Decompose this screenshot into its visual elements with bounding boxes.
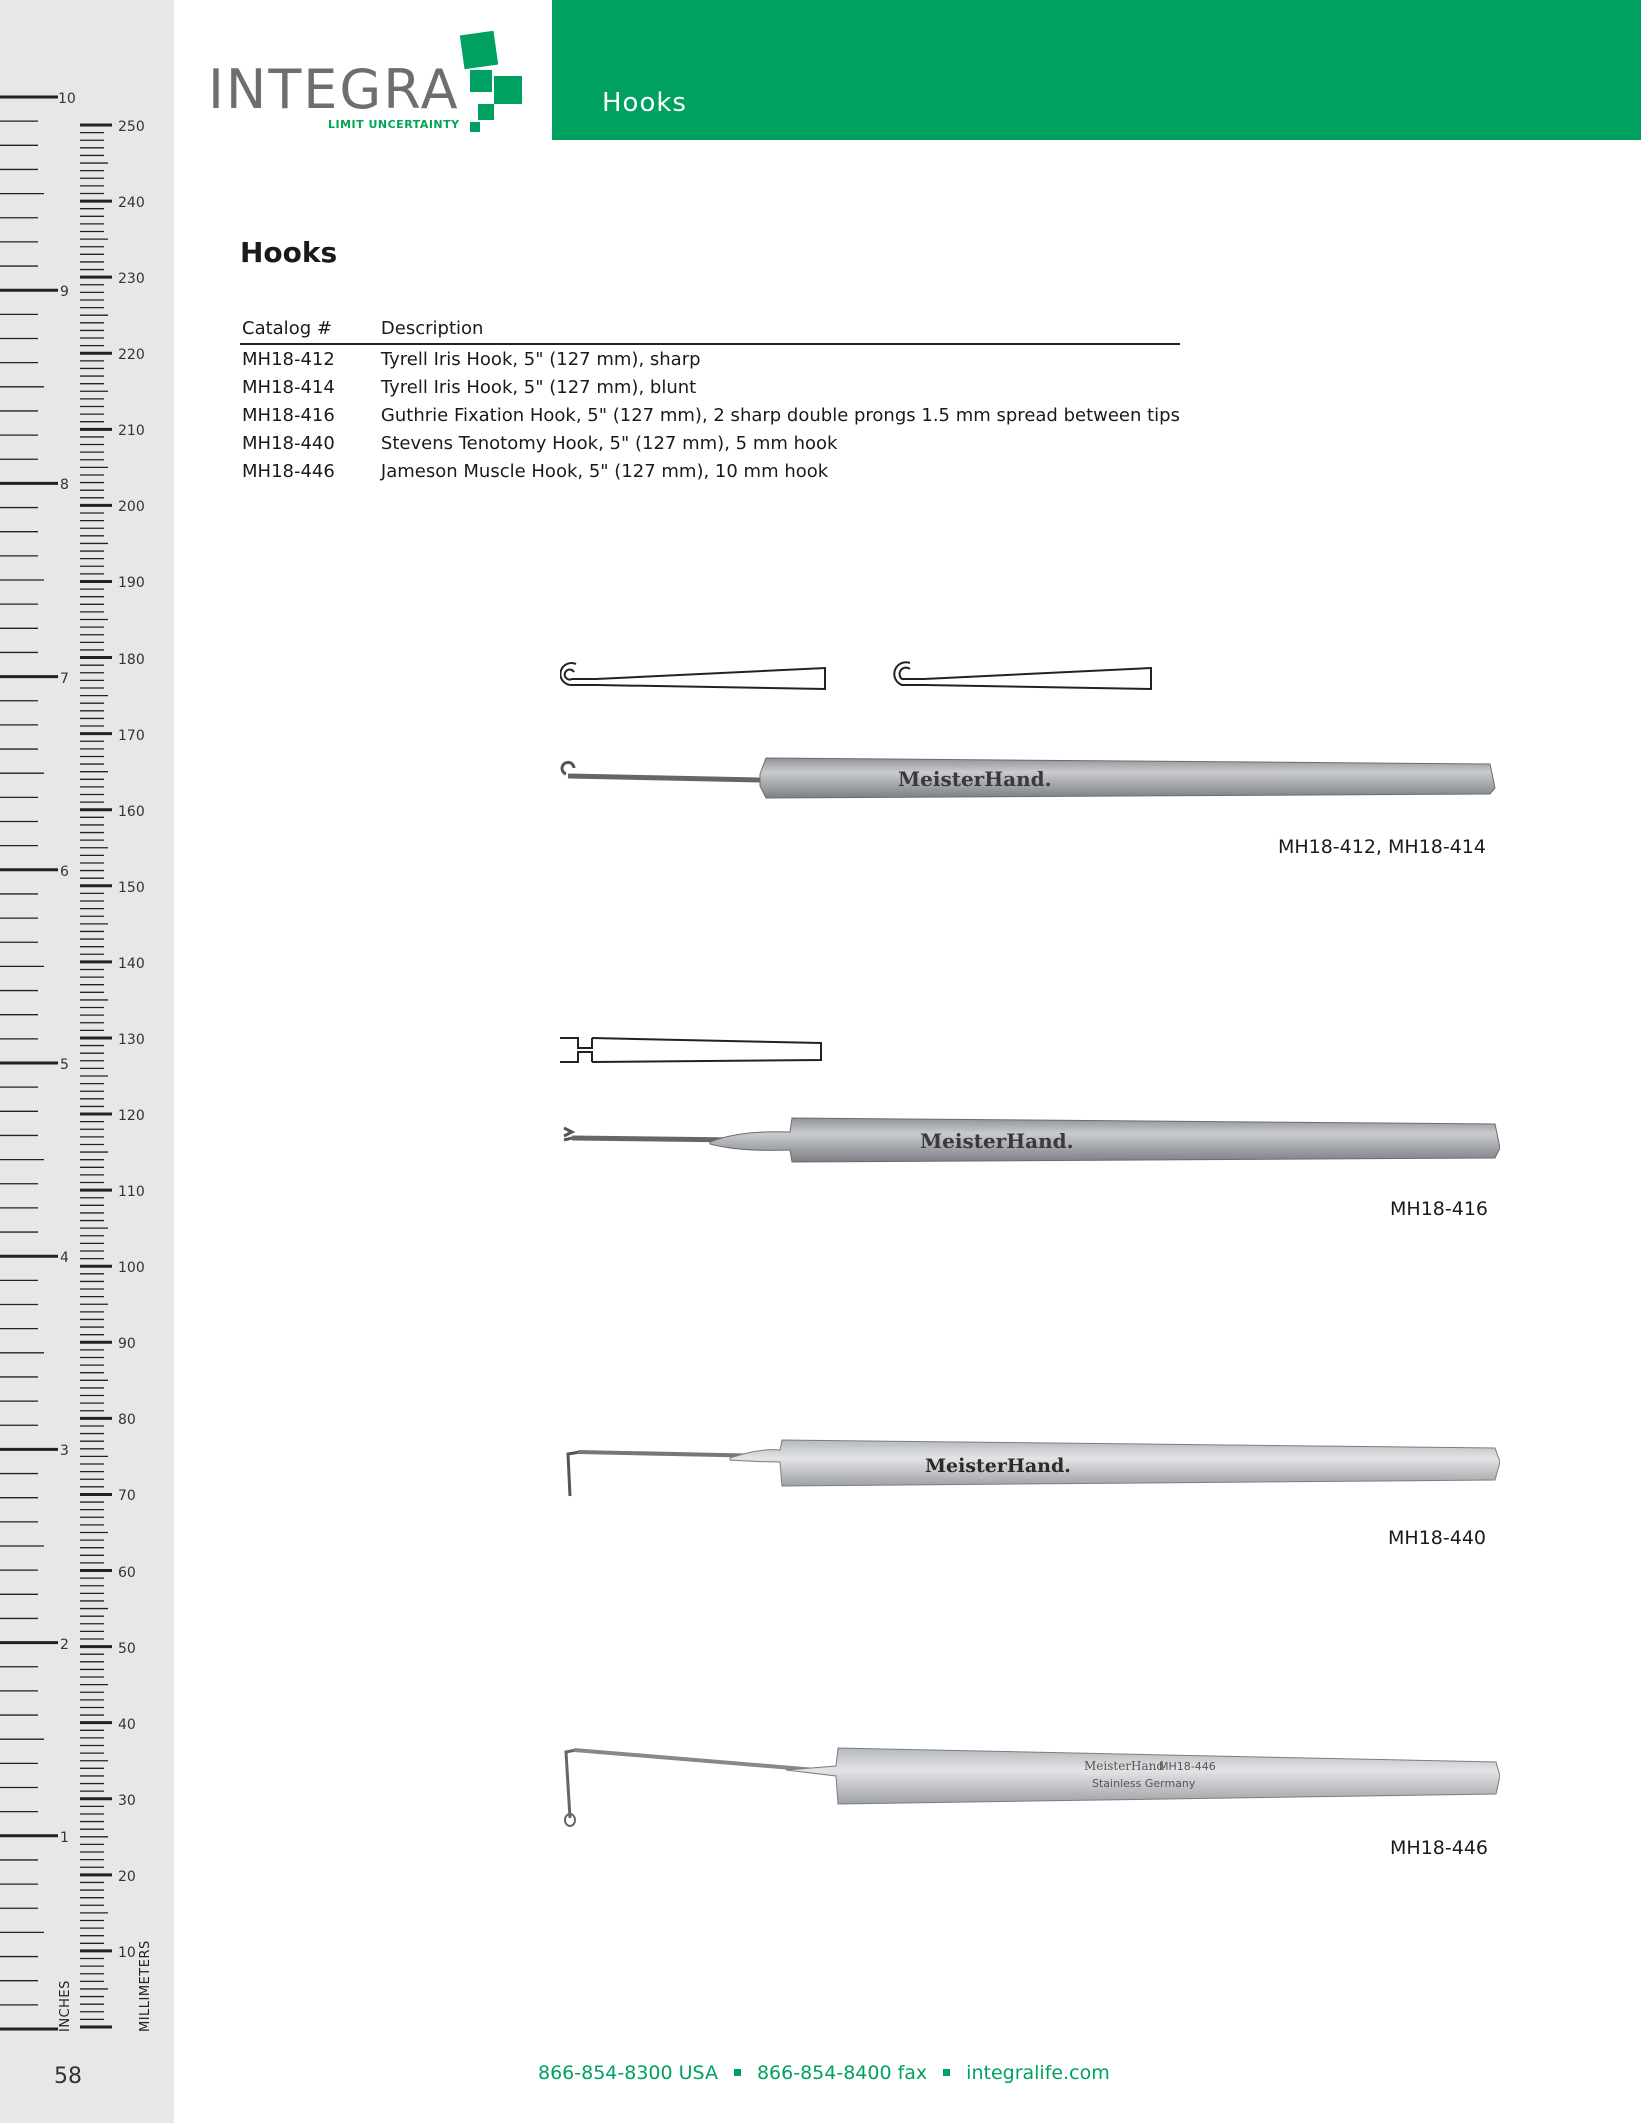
mm-mark-label: 220	[118, 347, 145, 364]
mm-mark-label: 80	[118, 1412, 136, 1429]
mm-mark-label: 240	[118, 195, 145, 212]
engraving-origin: Stainless Germany	[1092, 1777, 1196, 1790]
inch-mark-label: 2	[60, 1636, 69, 1653]
product-caption: MH18-446	[1390, 1837, 1488, 1859]
tyrell-hook-tip-diagram-blunt	[888, 655, 1158, 695]
header-band	[552, 0, 1641, 140]
bullet-separator-icon	[943, 2069, 950, 2076]
bullet-separator-icon	[734, 2069, 741, 2076]
mm-mark-label: 130	[118, 1031, 145, 1048]
jameson-muscle-hook-image	[556, 1740, 1500, 1830]
inch-mark-label: 10	[58, 91, 76, 107]
table-row	[240, 457, 1180, 485]
product-caption: MH18-416	[1390, 1198, 1488, 1220]
footer-phone: 866-854-8300 USA	[538, 2062, 718, 2084]
catalog-number: MH18-412	[242, 349, 335, 370]
footer-website-link[interactable]: integralife.com	[966, 2062, 1110, 2084]
mm-mark-label: 30	[118, 1792, 136, 1809]
engraving-text: MeisterHand.	[925, 1455, 1071, 1477]
mm-mark-label: 190	[118, 575, 145, 592]
mm-mark-label: 230	[118, 271, 145, 288]
description: Tyrell Iris Hook, 5" (127 mm), blunt	[380, 377, 697, 398]
header-title: Hooks	[602, 88, 687, 118]
stevens-tenotomy-hook-image	[560, 1432, 1500, 1502]
table-row	[240, 344, 1180, 373]
catalog-number: MH18-440	[242, 433, 335, 454]
table-row	[240, 429, 1180, 457]
product-caption: MH18-412, MH18-414	[1277, 836, 1486, 858]
column-header-description: Description	[379, 318, 1180, 344]
inch-mark-label: 5	[60, 1057, 69, 1073]
description: Jameson Muscle Hook, 5" (127 mm), 10 mm hook	[380, 461, 829, 482]
measurement-ruler	[0, 0, 174, 2123]
integra-logo	[208, 28, 528, 140]
mm-mark-label: 210	[118, 423, 145, 440]
column-header-catalog: Catalog #	[240, 318, 379, 344]
footer-fax: 866-854-8400 fax	[756, 2062, 928, 2084]
mm-mark-label: 140	[118, 955, 145, 972]
mm-mark-label: 20	[118, 1868, 136, 1885]
engraving-text: MeisterHand	[1084, 1759, 1165, 1773]
catalog-number: MH18-414	[242, 377, 335, 398]
table-row	[240, 401, 1180, 429]
mm-mark-label: 120	[118, 1108, 145, 1125]
mm-mark-label: 40	[118, 1716, 136, 1733]
product-caption: MH18-440	[1388, 1527, 1486, 1549]
mm-mark-label: 250	[118, 119, 145, 135]
table-row	[240, 373, 1180, 401]
ruler-ticks	[0, 0, 174, 2123]
catalog-table	[240, 318, 1180, 485]
logo-wordmark: INTEGRA	[208, 58, 460, 121]
guthrie-fixation-hook-image	[560, 1108, 1500, 1168]
mm-mark-label: 60	[118, 1564, 136, 1581]
inch-mark-label: 4	[60, 1250, 69, 1267]
catalog-number: MH18-446	[242, 461, 335, 482]
inch-mark-label: 3	[60, 1443, 69, 1460]
mm-mark-label: 70	[118, 1488, 136, 1505]
ruler-millimeters-label: MILLIMETERS	[138, 1940, 153, 2032]
inch-mark-label: 8	[60, 477, 69, 494]
engraving-text: MeisterHand.	[920, 1129, 1074, 1153]
mm-mark-label: 10	[118, 1944, 136, 1961]
footer-contact	[538, 2062, 1110, 2084]
logo-tagline: LIMIT UNCERTAINTY	[328, 118, 460, 131]
inch-mark-label: 7	[60, 670, 69, 687]
engraving-text: MeisterHand.	[898, 767, 1052, 791]
page-number: 58	[54, 2064, 82, 2089]
inch-mark-label: 9	[60, 284, 69, 301]
guthrie-hook-tip-diagram	[556, 1030, 826, 1074]
mm-mark-label: 150	[118, 879, 145, 896]
tyrell-hook-tip-diagram-sharp	[560, 655, 830, 695]
mm-mark-label: 160	[118, 803, 145, 820]
description: Tyrell Iris Hook, 5" (127 mm), sharp	[380, 349, 701, 370]
inch-mark-label: 1	[60, 1829, 69, 1846]
mm-mark-label: 110	[118, 1184, 145, 1201]
inch-mark-label: 6	[60, 863, 69, 880]
description: Guthrie Fixation Hook, 5" (127 mm), 2 sharp double prongs 1.5 mm spread between tips	[380, 405, 1180, 426]
mm-mark-label: 170	[118, 727, 145, 744]
tyrell-iris-hook-image	[560, 748, 1500, 808]
description: Stevens Tenotomy Hook, 5" (127 mm), 5 mm hook	[380, 433, 838, 454]
ruler-inches-label: INCHES	[58, 1980, 73, 2032]
mm-mark-label: 90	[118, 1336, 136, 1353]
mm-mark-label: 200	[118, 499, 145, 516]
section-title: Hooks	[240, 236, 338, 269]
mm-mark-label: 100	[118, 1260, 145, 1277]
table-header-row	[240, 318, 1180, 344]
mm-mark-label: 180	[118, 651, 145, 668]
mm-mark-label: 50	[118, 1640, 136, 1657]
engraving-code: MH18-446	[1159, 1760, 1216, 1773]
catalog-number: MH18-416	[242, 405, 335, 426]
